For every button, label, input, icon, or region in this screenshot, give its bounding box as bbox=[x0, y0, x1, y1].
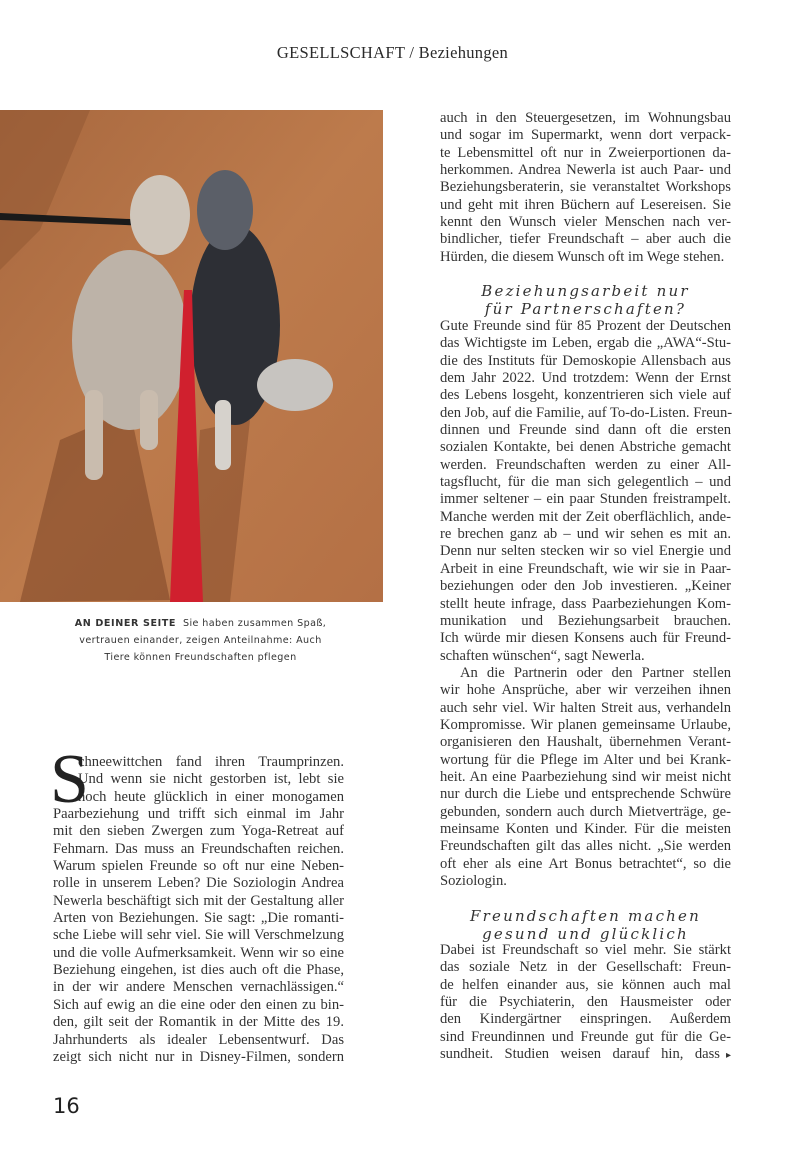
line-text: organisieren den Haushalt, übernehmen Verant- bbox=[440, 734, 731, 751]
line-text: den, gilt seit der Romantik in der Mitte des 19. bbox=[53, 1014, 344, 1031]
body-line bbox=[53, 997, 344, 1014]
line-text: Gute Freunde sind für 85 Prozent der Deutschen bbox=[440, 318, 731, 334]
line-text: Manche werden mit der Zeit oberflächlich, ande- bbox=[440, 508, 731, 525]
right-column-paragraph bbox=[440, 110, 731, 266]
line-text: zeigt sich nicht nur in Disney-Filmen, sondern bbox=[53, 1048, 344, 1065]
line-text: Sich auf ewig an die eine oder den einen zu bin- bbox=[53, 996, 344, 1013]
line-text: kennt den Wunsch vieler Menschen nach ver- bbox=[440, 214, 731, 231]
line-text: Warum spielen Freunde so oft nur eine Neben- bbox=[53, 858, 344, 875]
line-text: re brechen ganz ab – und wir sehen es mit an. bbox=[440, 526, 731, 543]
body-line bbox=[440, 873, 731, 890]
body-line bbox=[53, 771, 344, 788]
line-text: für die Psychiaterin, den Hausmeister oder bbox=[440, 994, 731, 1011]
body-line bbox=[440, 405, 731, 422]
line-text: Beziehungsberaterin, sie veranstaltet Workshops bbox=[440, 179, 731, 196]
line-text: auch in den Steuergesetzen, im Wohnungsbau bbox=[440, 110, 731, 126]
line-text: sundheit. Studien weisen darauf hin, dass bbox=[440, 1046, 720, 1063]
body-line bbox=[53, 1014, 344, 1031]
body-line bbox=[440, 942, 731, 959]
line-text: Denn nur selten stecken wir so viel Energie und bbox=[440, 543, 731, 560]
line-text: Beziehung eingehen, ist dies auch oft die Phase, bbox=[53, 962, 344, 979]
body-line bbox=[440, 422, 731, 439]
body-line bbox=[440, 197, 731, 214]
body-line bbox=[440, 561, 731, 578]
body-line bbox=[440, 110, 731, 127]
body-line bbox=[440, 630, 731, 647]
line-text: Arten von Beziehungen. Sie sagt: „Die romanti- bbox=[53, 910, 344, 927]
line-text: den Kindergärtner einspringen. Außerdem bbox=[440, 1011, 731, 1028]
line-text: Newerla beschäftigt sich mit der Gestaltung aller bbox=[53, 892, 344, 909]
right-column-paragraph bbox=[440, 318, 731, 665]
body-line bbox=[440, 335, 731, 352]
line-text: die des Instituts für Demoskopie Allensbach aus bbox=[440, 352, 731, 369]
subheading bbox=[440, 282, 731, 318]
body-line bbox=[440, 665, 731, 682]
subheading-line: gesund und glücklich bbox=[482, 925, 689, 943]
section-header: GESELLSCHAFT / Beziehungen bbox=[276, 43, 509, 62]
line-text: Kompromisse. Wir planen gemeinsame Urlaube, bbox=[440, 717, 731, 734]
body-line bbox=[440, 856, 731, 873]
line-text: gebunden, sondern auch durch Mietverträge, ge- bbox=[440, 803, 731, 820]
body-line bbox=[440, 752, 731, 769]
body-line bbox=[440, 526, 731, 543]
line-text: oft eher als eine Art Bonus betrachtet“, so die bbox=[440, 855, 731, 872]
line-text: nur durch die Liebe und entsprechende Schwüre bbox=[440, 786, 731, 803]
body-line bbox=[440, 318, 731, 335]
line-text: An die Partnerin oder den Partner stellen bbox=[460, 665, 731, 681]
line-text: bindlicher, tiefer Freundschaft – aber auch die bbox=[440, 231, 731, 248]
body-line bbox=[440, 959, 731, 976]
body-line bbox=[53, 979, 344, 996]
body-line bbox=[440, 179, 731, 196]
body-line bbox=[53, 754, 344, 771]
line-text: Und wenn sie nicht gestorben ist, lebt sie bbox=[78, 771, 344, 788]
photo-caption bbox=[48, 615, 353, 666]
dogs-photo-icon bbox=[0, 110, 383, 602]
line-text: in der wir andere Menschen vernachlässigen.“ bbox=[53, 979, 344, 996]
line-text: dem Jahr 2022. Und trotzdem: Wenn der Ernst bbox=[440, 370, 731, 387]
body-line bbox=[53, 841, 344, 858]
line-text: Dabei ist Freundschaft so viel mehr. Sie stärkt bbox=[440, 942, 731, 958]
body-line bbox=[440, 804, 731, 821]
body-line bbox=[440, 682, 731, 699]
line-text: auch sehr viel. Wir halten Streit aus, verhandeln bbox=[440, 699, 731, 716]
body-line bbox=[440, 734, 731, 751]
body-line bbox=[440, 543, 731, 560]
body-line bbox=[440, 249, 731, 266]
line-text: rolle in unserem Leben? Die Soziologin Andrea bbox=[53, 875, 344, 892]
body-line bbox=[440, 977, 731, 994]
body-line bbox=[440, 1046, 731, 1063]
line-text: sche Liebe will sehr viel. Sie will Verschmelzung bbox=[53, 927, 344, 944]
line-text: Paarbeziehung und trifft sich einmal im Jahr bbox=[53, 806, 344, 823]
body-line bbox=[53, 789, 344, 806]
body-line bbox=[440, 994, 731, 1011]
body-line bbox=[440, 387, 731, 404]
caption-line: Sie haben zusammen Spaß, bbox=[182, 618, 327, 629]
photo-two-dogs-on-leash bbox=[0, 110, 383, 602]
body-line bbox=[53, 1032, 344, 1049]
line-text: wortung für die Pflege im Alter und bei Krank- bbox=[440, 751, 731, 768]
line-text: Fehmarn. Das muss an Freundschaften reichen. bbox=[53, 840, 344, 857]
line-text: herkommen. Andrea Newerla ist auch Paar- und bbox=[440, 162, 731, 179]
body-line bbox=[53, 875, 344, 892]
subheading-line: Beziehungsarbeit nur bbox=[481, 282, 690, 300]
body-line bbox=[440, 769, 731, 786]
line-text: beziehungen oder den Job investieren. „Keiner bbox=[440, 578, 731, 595]
line-text: noch heute glücklich in einer monogamen bbox=[78, 788, 344, 805]
line-text: werden. Freundschaften werden zu einer All- bbox=[440, 456, 731, 473]
line-text: das soziale Netz in der Gesellschaft: Freun- bbox=[440, 959, 731, 976]
body-line bbox=[440, 786, 731, 803]
line-text: chneewittchen fand ihren Traumprinzen. bbox=[78, 754, 344, 770]
line-text: tagsflucht, für die man sich gelegentlich – und bbox=[440, 474, 731, 491]
line-text: und geht mit ihren Büchern auf Lesereisen. Sie bbox=[440, 196, 731, 213]
body-line bbox=[440, 596, 731, 613]
line-text: de helfen einander aus, sie können auch mal bbox=[440, 976, 731, 993]
line-text: Arbeit in eine Freundschaft, wie wir sie in Paar- bbox=[440, 560, 731, 577]
caption-line: Tiere können Freundschaften pflegen bbox=[104, 652, 297, 663]
body-line bbox=[53, 806, 344, 823]
body-line bbox=[440, 370, 731, 387]
right-column-paragraph bbox=[440, 665, 731, 890]
body-line bbox=[53, 1049, 344, 1066]
body-line bbox=[440, 231, 731, 248]
body-line bbox=[440, 127, 731, 144]
line-text: und sogar im Supermarkt, wenn dort verpack- bbox=[440, 127, 731, 144]
left-column bbox=[50, 741, 344, 1066]
line-text: dinnen und Freunde sind dann oft die ersten bbox=[440, 422, 731, 439]
continue-arrow-icon: ▸ bbox=[725, 1050, 731, 1062]
body-line bbox=[53, 945, 344, 962]
line-text: mit den sieben Zwergen zum Yoga-Retreat auf bbox=[53, 823, 344, 840]
body-line bbox=[440, 439, 731, 456]
line-text: te Lebensmittel oft nur in Zweierportionen da- bbox=[440, 144, 731, 161]
body-line bbox=[53, 893, 344, 910]
line-text: Soziologin. bbox=[440, 873, 507, 890]
body-line bbox=[440, 214, 731, 231]
subheading-line: für Partnerschaften? bbox=[484, 300, 687, 318]
line-text: Jahrhunderts als idealer Lebensentwurf. Das bbox=[53, 1031, 344, 1048]
body-line bbox=[440, 145, 731, 162]
body-line bbox=[53, 823, 344, 840]
body-line bbox=[440, 648, 731, 665]
line-text: sind Freundinnen und Freunde gut für die Ge- bbox=[440, 1028, 731, 1045]
body-line bbox=[440, 700, 731, 717]
body-line bbox=[440, 821, 731, 838]
body-line bbox=[440, 162, 731, 179]
body-line bbox=[440, 353, 731, 370]
line-text: Hürden, die diesem Wunsch oft im Wege stehen. bbox=[440, 248, 725, 265]
line-text: Ich würde mir diesen Konsens auch für Freund- bbox=[440, 630, 731, 647]
caption-label: AN DEINER SEITE bbox=[74, 618, 177, 629]
line-text: und die volle Aufmerksamkeit. Wenn wir so eine bbox=[53, 944, 344, 961]
line-text: schaften wünschen“, sagt Newerla. bbox=[440, 647, 645, 664]
line-text: Freundschaften gilt das alles nicht. „Sie werden bbox=[440, 838, 731, 855]
body-line bbox=[440, 838, 731, 855]
subheading-line: Freundschaften machen bbox=[470, 907, 701, 925]
body-line bbox=[440, 474, 731, 491]
line-text: des Lebens losgeht, konzentrieren sich viele auf bbox=[440, 387, 731, 404]
page-number: 16 bbox=[53, 1094, 80, 1118]
body-line bbox=[440, 457, 731, 474]
line-text: munikation und Beziehungsarbeit brauchen. bbox=[440, 612, 731, 629]
body-line bbox=[440, 1011, 731, 1028]
drop-cap: S bbox=[50, 741, 89, 818]
body-line bbox=[440, 491, 731, 508]
body-line bbox=[440, 509, 731, 526]
line-text: das Wichtigste im Leben, ergab die „AWA“-Stu- bbox=[440, 335, 731, 352]
body-line bbox=[53, 858, 344, 875]
body-line bbox=[53, 910, 344, 927]
subheading bbox=[440, 907, 731, 943]
body-line bbox=[53, 962, 344, 979]
line-text: meinsame Konten und Kinder. Für die meisten bbox=[440, 821, 731, 838]
line-text: den Job, auf die Familie, auf To-do-Listen. Freun- bbox=[440, 404, 733, 421]
body-line bbox=[440, 578, 731, 595]
line-text: immer seltener – ein paar Stunden freistrampelt. bbox=[440, 491, 731, 508]
body-line bbox=[440, 717, 731, 734]
line-text: wir hohe Ansprüche, aber wir verzeihen ihnen bbox=[440, 682, 731, 699]
caption-line: vertrauen einander, zeigen Anteilnahme: Auch bbox=[79, 635, 322, 646]
body-line bbox=[440, 1029, 731, 1046]
body-line bbox=[440, 613, 731, 630]
line-text: sozialen Kontakte, bei denen Abstriche gemacht bbox=[440, 439, 731, 456]
right-column-paragraph bbox=[440, 942, 731, 1063]
body-line bbox=[53, 927, 344, 944]
line-text: heit. An eine Paarbeziehung sind wir meist nicht bbox=[440, 769, 731, 786]
line-text: stellt heute infrage, dass Paarbeziehungen Kom- bbox=[440, 595, 731, 612]
